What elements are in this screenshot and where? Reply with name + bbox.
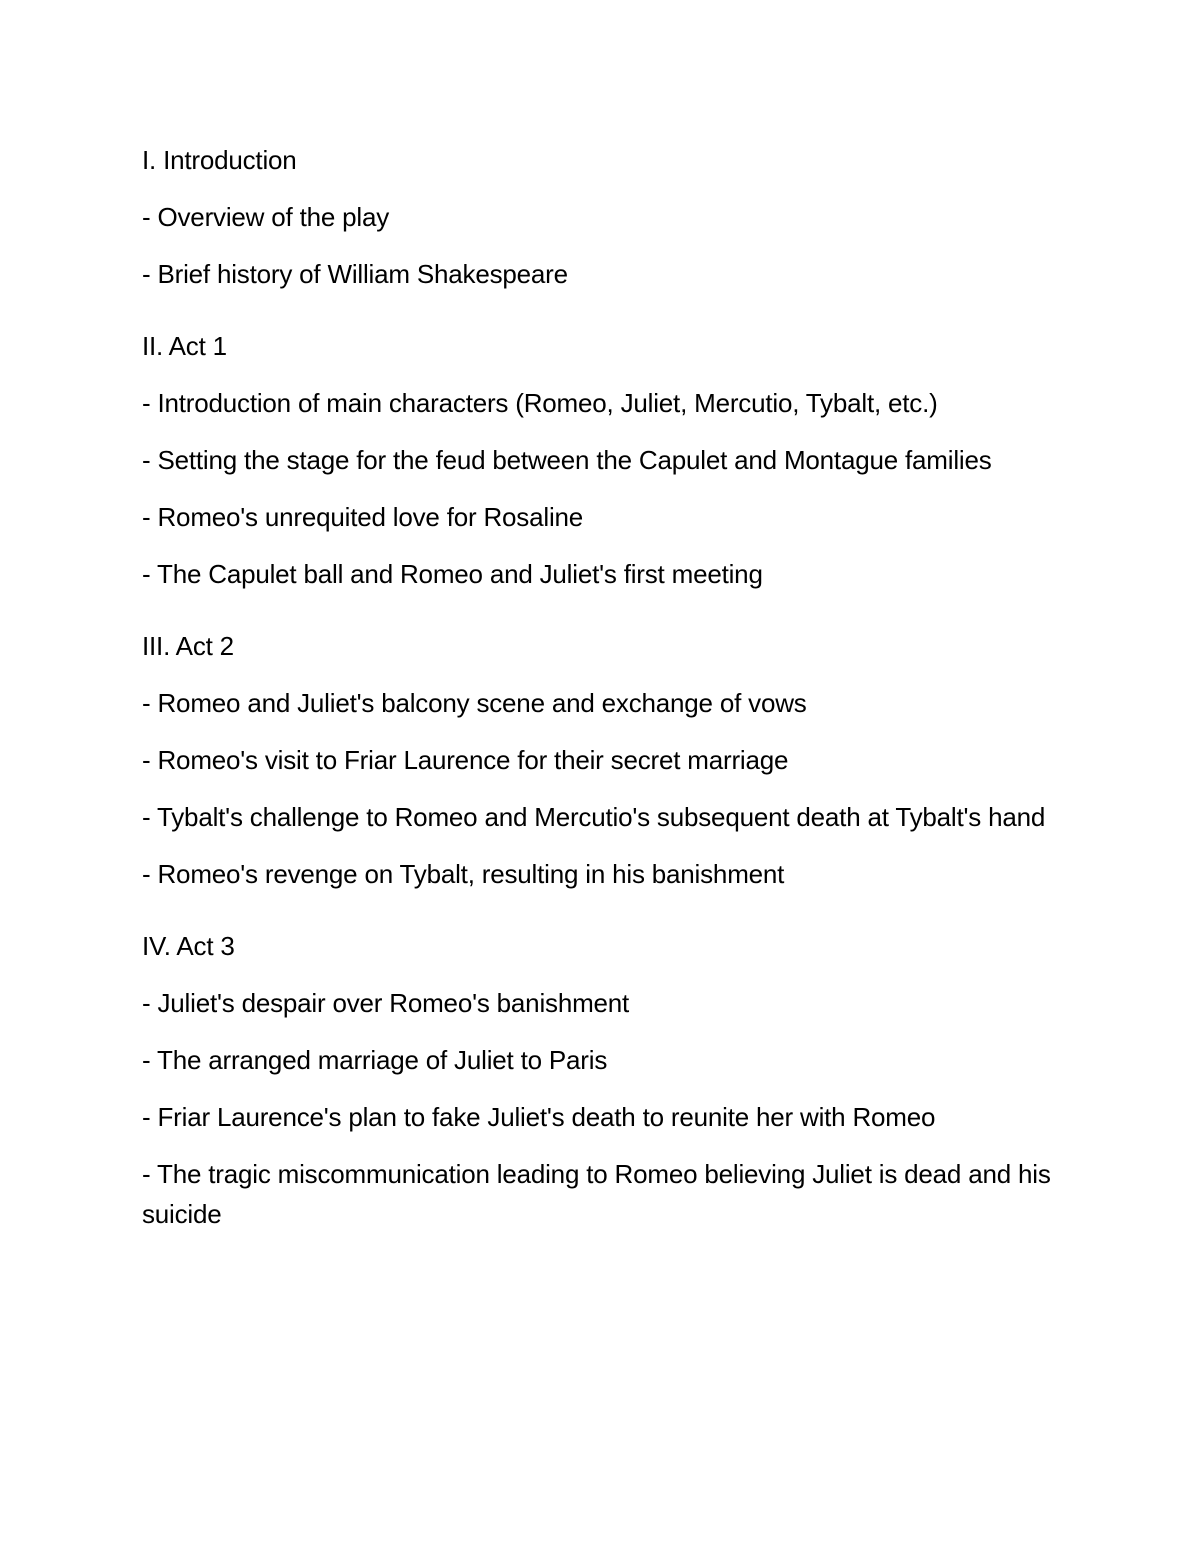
list-item: - Setting the stage for the feud between the Capulet and Montague families bbox=[142, 445, 992, 475]
list-item: - The arranged marriage of Juliet to Paris bbox=[142, 1045, 608, 1075]
list-item: - Romeo's unrequited love for Rosaline bbox=[142, 502, 584, 532]
document-page bbox=[142, 140, 1062, 1266]
list-item: - Overview of the play bbox=[142, 202, 390, 232]
section-act-2 bbox=[142, 626, 1062, 894]
list-item: - Brief history of William Shakespeare bbox=[142, 259, 568, 289]
section-act-1 bbox=[142, 326, 1062, 594]
section-heading: I. Introduction bbox=[142, 145, 297, 175]
section-heading: II. Act 1 bbox=[142, 331, 227, 361]
list-item: - Romeo and Juliet's balcony scene and exchange of vows bbox=[142, 688, 807, 718]
section-heading: IV. Act 3 bbox=[142, 931, 235, 961]
list-item: - Friar Laurence's plan to fake Juliet's death to reunite her with Romeo bbox=[142, 1102, 936, 1132]
section-heading: III. Act 2 bbox=[142, 631, 234, 661]
list-item: - Romeo's revenge on Tybalt, resulting in his banishment bbox=[142, 859, 785, 889]
list-item: - The tragic miscommunication leading to Romeo believing Juliet is dead and his suicide bbox=[142, 1159, 1051, 1229]
list-item: - Introduction of main characters (Romeo, Juliet, Mercutio, Tybalt, etc.) bbox=[142, 388, 938, 418]
section-introduction bbox=[142, 140, 1062, 294]
list-item: - The Capulet ball and Romeo and Juliet's first meeting bbox=[142, 559, 763, 589]
list-item: - Romeo's visit to Friar Laurence for their secret marriage bbox=[142, 745, 789, 775]
list-item: - Juliet's despair over Romeo's banishment bbox=[142, 988, 630, 1018]
section-act-3 bbox=[142, 926, 1062, 1234]
list-item: - Tybalt's challenge to Romeo and Mercutio's subsequent death at Tybalt's hand bbox=[142, 802, 1046, 832]
